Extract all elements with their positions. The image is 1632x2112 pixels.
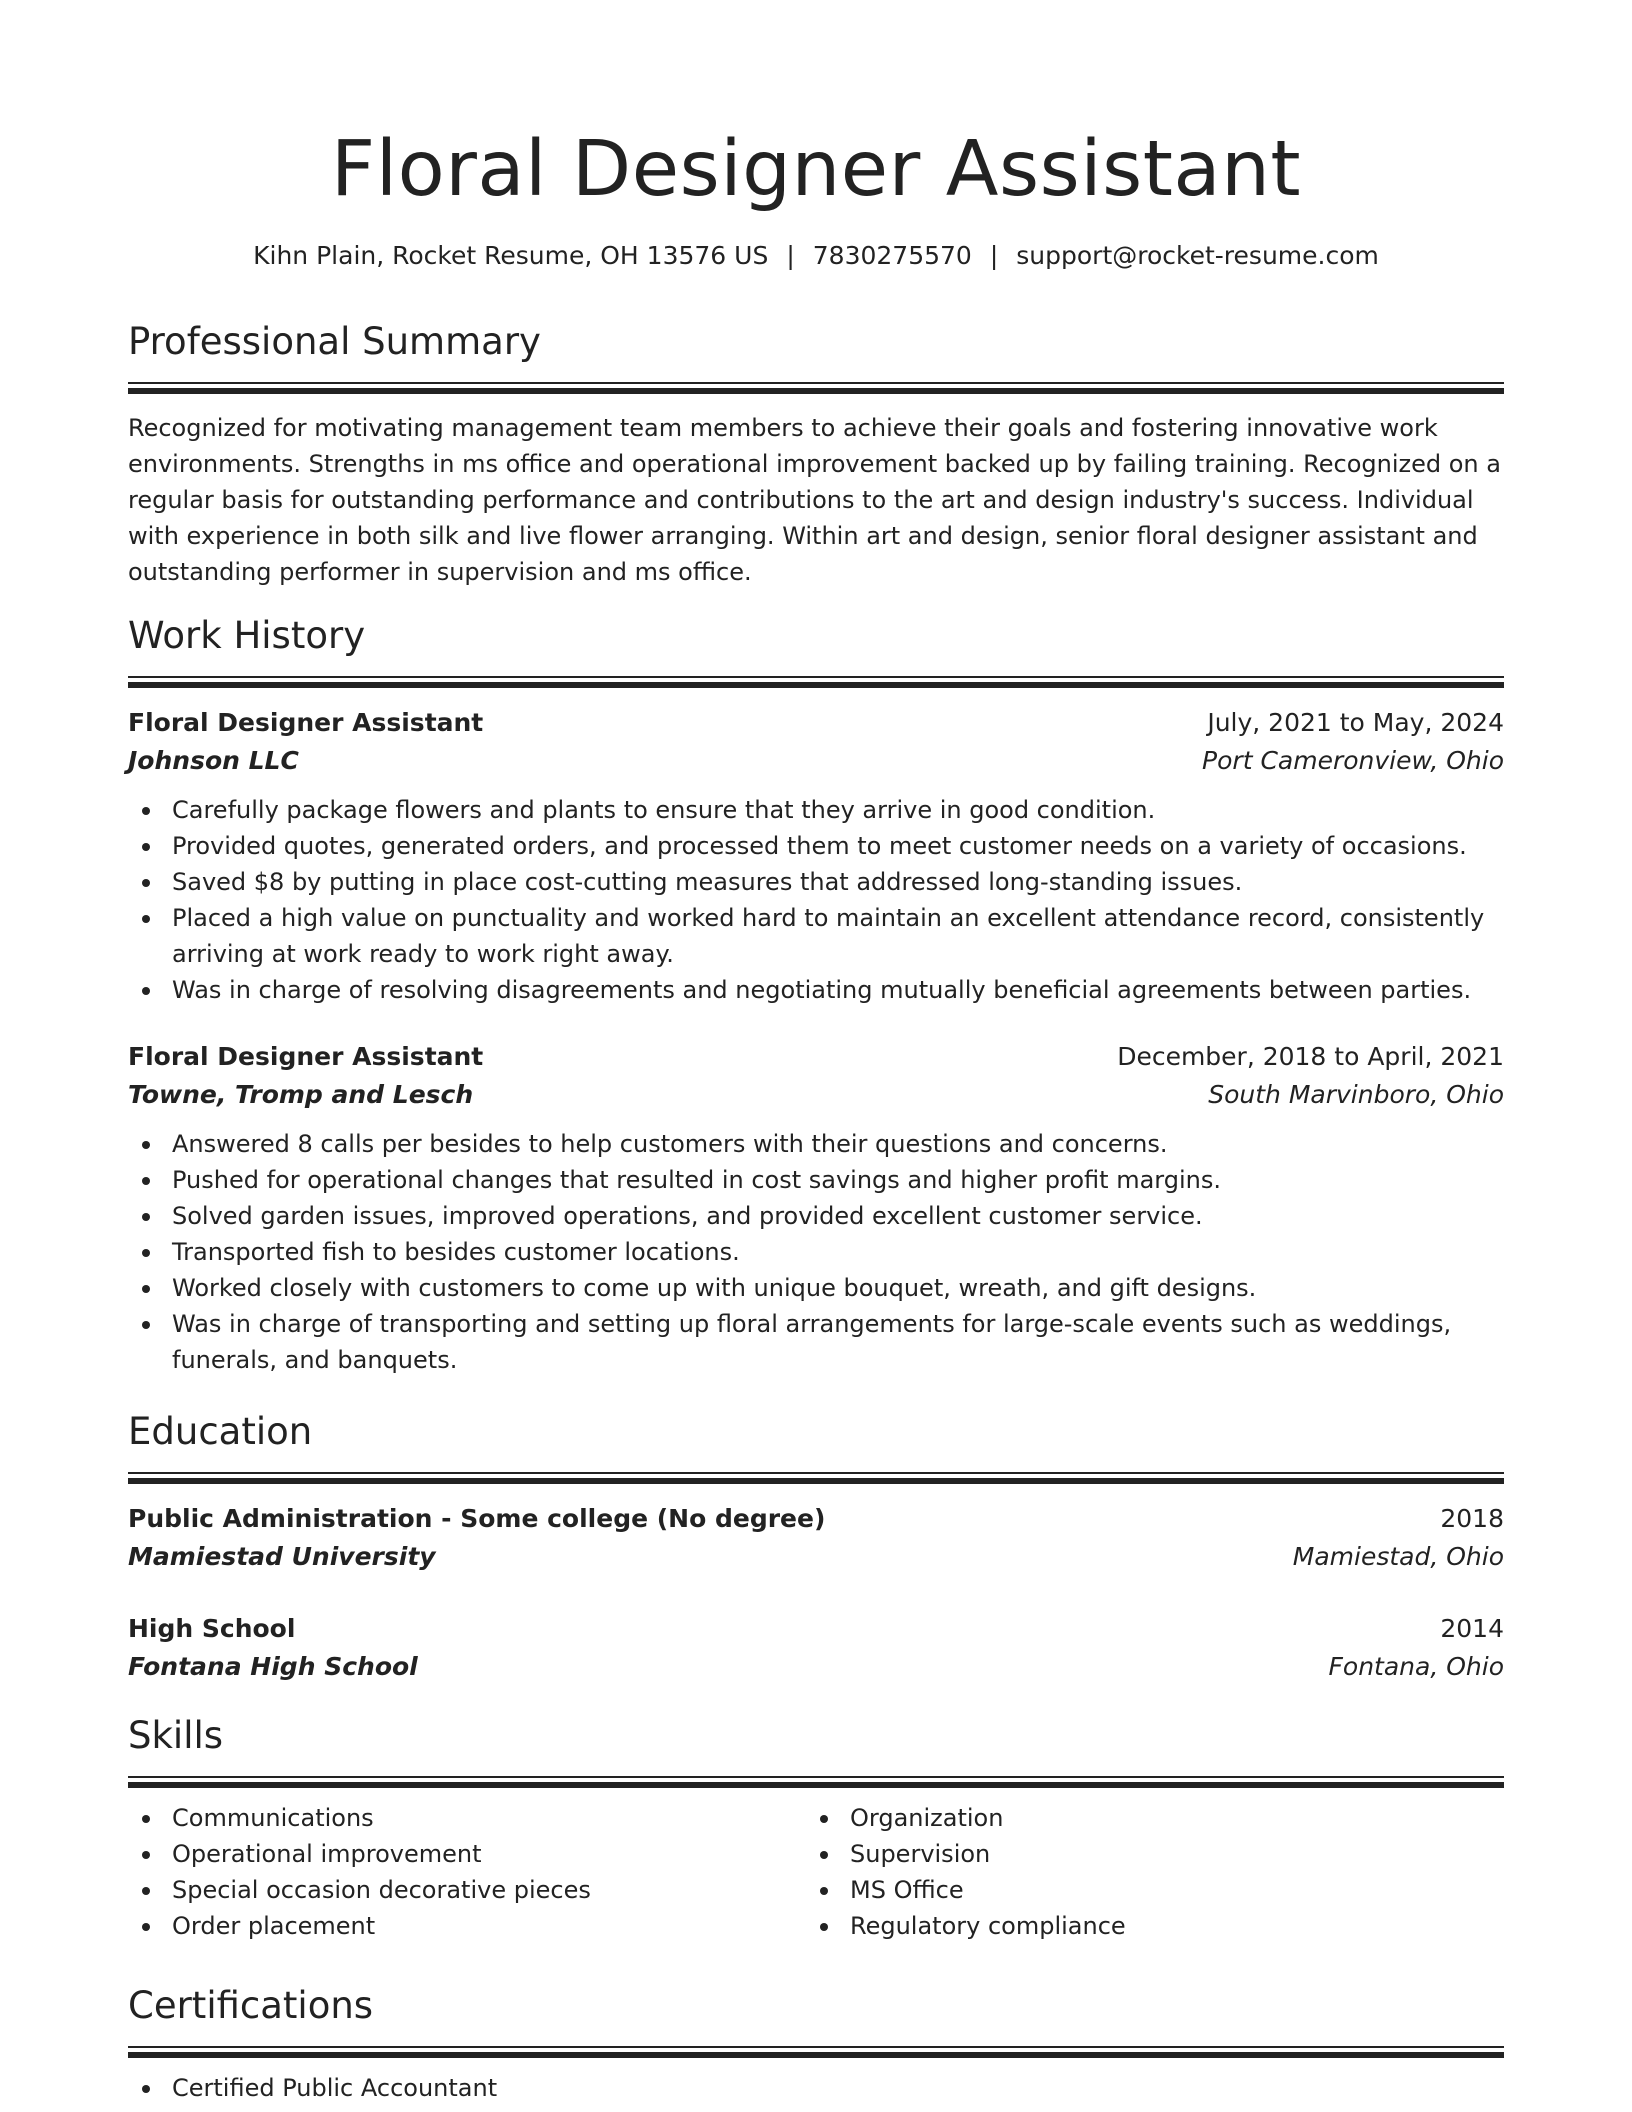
list-item: Special occasion decorative pieces: [128, 1872, 806, 1908]
bullet-icon: [142, 1249, 150, 1257]
education-section: [128, 1408, 1504, 1686]
bullet-icon: [142, 1177, 150, 1185]
education-subheader: [128, 1538, 1504, 1576]
education-degree: High School: [128, 1614, 296, 1643]
job-dates: July, 2021 to May, 2024: [1207, 708, 1504, 737]
job-entry: [128, 704, 1504, 1008]
section-title: Certifications: [128, 1984, 374, 2027]
job-dates: December, 2018 to April, 2021: [1117, 1042, 1504, 1071]
bullet-icon: [142, 1321, 150, 1329]
list-item: Was in charge of resolving disagreements and negotiating mutually beneficial agreements between parties.: [128, 972, 1504, 1008]
skills-column-right: [806, 1800, 1484, 1944]
job-subheader: [128, 1076, 1504, 1114]
contact-email: support@rocket-resume.com: [1016, 241, 1379, 270]
summary-section: [128, 318, 1504, 590]
education-school: Mamiestad University: [128, 1542, 436, 1571]
job-company: Towne, Tromp and Lesch: [128, 1080, 474, 1109]
list-item: Communications: [128, 1800, 806, 1836]
bullet-icon: [820, 1923, 828, 1931]
bullet-icon: [142, 1285, 150, 1293]
list-item: Certified Public Accountant: [128, 2070, 1504, 2106]
list-item: Solved garden issues, improved operations, and provided excellent customer service.: [128, 1198, 1504, 1234]
bullet-icon: [142, 1141, 150, 1149]
education-entry: [128, 1500, 1504, 1576]
list-item: Regulatory compliance: [806, 1908, 1484, 1944]
job-title: Floral Designer Assistant: [128, 1042, 484, 1071]
certifications-section: [128, 1982, 1504, 2106]
list-item: Operational improvement: [128, 1836, 806, 1872]
bullet-icon: [820, 1887, 828, 1895]
section-divider: [128, 1472, 1504, 1484]
resume-name: Floral Designer Assistant: [330, 125, 1302, 214]
contact-separator: |: [786, 241, 795, 270]
list-item: Saved $8 by putting in place cost-cutting measures that addressed long-standing issues.: [128, 864, 1504, 900]
section-divider: [128, 2046, 1504, 2058]
education-location: Fontana, Ohio: [1328, 1652, 1504, 1681]
work-history-section: [128, 612, 1504, 1378]
job-bullets: [128, 792, 1504, 1008]
job-bullets: [128, 1126, 1504, 1378]
list-item: Was in charge of transporting and setting up floral arrangements for large-scale events such as weddings, funerals, and banquets.: [128, 1306, 1504, 1378]
job-company: Johnson LLC: [128, 746, 299, 775]
job-title: Floral Designer Assistant: [128, 708, 484, 737]
bullet-icon: [142, 807, 150, 815]
bullet-icon: [142, 843, 150, 851]
section-divider: [128, 676, 1504, 688]
list-item: Carefully package flowers and plants to ensure that they arrive in good condition.: [128, 792, 1504, 828]
list-item: MS Office: [806, 1872, 1484, 1908]
contact-separator: |: [989, 241, 999, 270]
contact-address: Kihn Plain, Rocket Resume, OH 13576 US: [253, 241, 769, 270]
section-title: Education: [128, 1410, 313, 1453]
education-location: Mamiestad, Ohio: [1292, 1542, 1504, 1571]
summary-text: Recognized for motivating management team members to achieve their goals and fostering innovative work environments. Strengths in ms office and operational improvement backed up by failing training. Recognized on a regular basis for outstanding performance and contributions to the art and design industry's success. Individual with experience in both silk and live flower arranging. Within art and design, senior floral designer assistant and outstanding performer in supervision and ms office.: [128, 414, 1501, 586]
list-item: Pushed for operational changes that resulted in cost savings and higher profit margins.: [128, 1162, 1504, 1198]
section-title: Skills: [128, 1714, 224, 1757]
list-item: Organization: [806, 1800, 1484, 1836]
list-item: Provided quotes, generated orders, and processed them to meet customer needs on a variety of occasions.: [128, 828, 1504, 864]
education-school: Fontana High School: [128, 1652, 418, 1681]
education-header: [128, 1610, 1504, 1648]
education-year: 2018: [1440, 1504, 1504, 1533]
job-location: Port Cameronview, Ohio: [1202, 746, 1504, 775]
bullet-icon: [820, 1815, 828, 1823]
bullet-icon: [142, 915, 150, 923]
bullet-icon: [820, 1851, 828, 1859]
job-header: [128, 704, 1504, 742]
education-header: [128, 1500, 1504, 1538]
job-entry: [128, 1038, 1504, 1378]
bullet-icon: [142, 1851, 150, 1859]
job-header: [128, 1038, 1504, 1076]
bullet-icon: [142, 1213, 150, 1221]
list-item: Worked closely with customers to come up with unique bouquet, wreath, and gift designs.: [128, 1270, 1504, 1306]
skills-grid: [128, 1800, 1504, 1944]
skills-section: [128, 1712, 1504, 1944]
list-item: Supervision: [806, 1836, 1484, 1872]
bullet-icon: [142, 987, 150, 995]
education-entry: [128, 1610, 1504, 1686]
contact-line: [128, 238, 1504, 274]
list-item: Transported fish to besides customer locations.: [128, 1234, 1504, 1270]
education-degree: Public Administration - Some college (No degree): [128, 1504, 826, 1533]
bullet-icon: [142, 1887, 150, 1895]
contact-phone: 7830275570: [812, 241, 972, 270]
list-item: Order placement: [128, 1908, 806, 1944]
section-divider: [128, 1776, 1504, 1788]
bullet-icon: [142, 1815, 150, 1823]
education-subheader: [128, 1648, 1504, 1686]
job-subheader: [128, 742, 1504, 780]
education-year: 2014: [1440, 1614, 1504, 1643]
certifications-list: [128, 2070, 1504, 2106]
job-location: South Marvinboro, Ohio: [1208, 1080, 1504, 1109]
bullet-icon: [142, 1923, 150, 1931]
bullet-icon: [142, 2085, 150, 2093]
bullet-icon: [142, 879, 150, 887]
list-item: Placed a high value on punctuality and worked hard to maintain an excellent attendance record, consistently arriving at work ready to work right away.: [128, 900, 1504, 972]
skills-column-left: [128, 1800, 806, 1944]
section-title: Work History: [128, 614, 366, 657]
section-divider: [128, 382, 1504, 394]
list-item: Answered 8 calls per besides to help customers with their questions and concerns.: [128, 1126, 1504, 1162]
section-title: Professional Summary: [128, 320, 541, 363]
